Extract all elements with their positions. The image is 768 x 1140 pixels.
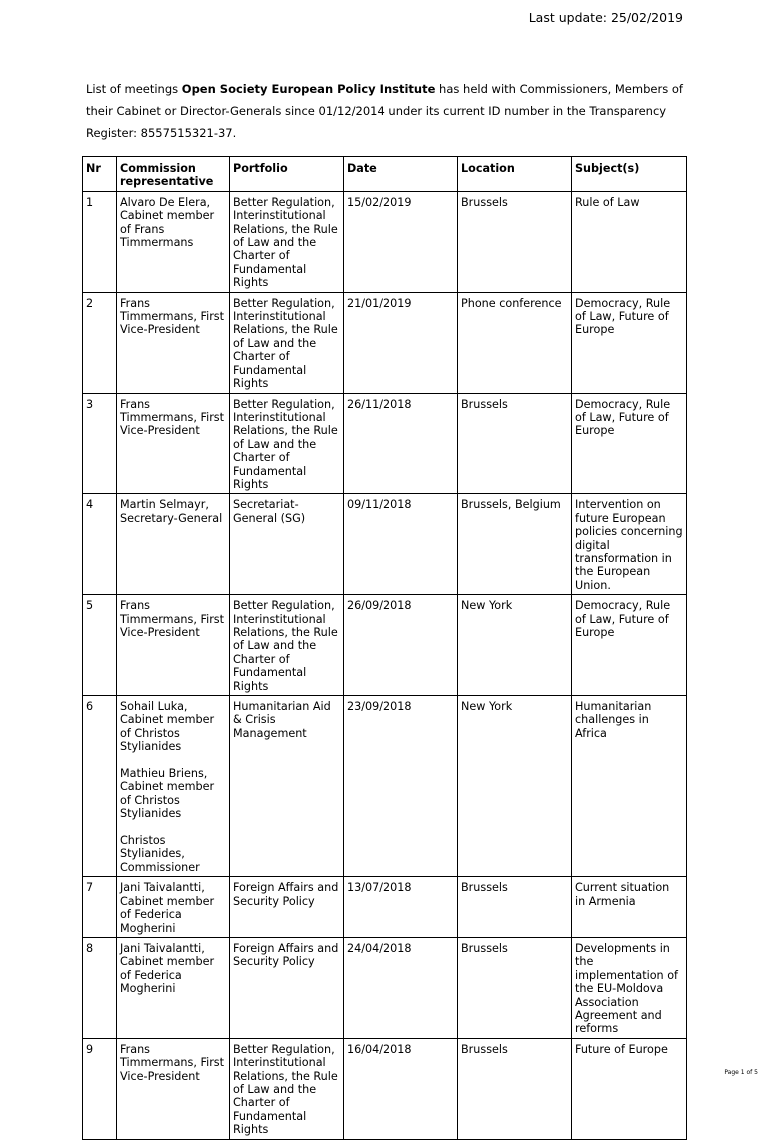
table-row [83,191,687,292]
cell-subjects: Intervention on future European policies concerning digital transformation in the European Union. [572,494,687,595]
representative-name: Frans Timmermans, First Vice-President [120,397,225,438]
representative-name: Frans Timmermans, First Vice-President [120,1042,225,1083]
page-number: Page 1 of 5 [724,1069,758,1076]
representative-name: Frans Timmermans, First Vice-President [120,599,225,639]
table-row [83,696,687,877]
cell-subjects: Democracy, Rule of Law, Future of Europe [572,292,687,393]
cell-subjects: Democracy, Rule of Law, Future of Europe [572,393,687,494]
cell-subjects: Rule of Law [572,191,687,292]
cell-commission-representative [117,292,230,393]
header-nr: Nr [83,157,117,192]
cell-nr: 1 [83,191,117,292]
last-update: Last update: 25/02/2019 [528,10,683,25]
cell-portfolio: Secretariat-General (SG) [230,494,344,595]
representative-name: Sohail Luka, Cabinet member of Christos Stylianides [120,700,215,754]
cell-portfolio: Better Regulation, Interinstitutional Relations, the Rule of Law and the Charter of Fundamental Rights [230,595,344,696]
cell-location: Brussels [458,877,572,938]
cell-location: Brussels [458,191,572,292]
header-location: Location [458,157,572,192]
cell-location: New York [458,595,572,696]
intro-prefix: List of meetings [86,82,182,96]
cell-date: 26/09/2018 [344,595,458,696]
cell-location: Phone conference [458,292,572,393]
cell-location: Brussels [458,937,572,1038]
cell-date: 21/01/2019 [344,292,458,393]
cell-subjects: Democracy, Rule of Law, Future of Europe [572,595,687,696]
cell-commission-representative [117,877,230,938]
cell-subjects: Current situation in Armenia [572,877,687,938]
intro-suffix: has held with Commissioners, Members of their Cabinet or Director-Generals since 01/12/2014 under its current ID number in the Transparency Register: 8557515321-37. [86,82,683,140]
cell-commission-representative [117,696,230,877]
representative-name: Christos Stylianides, Commissioner [120,834,200,874]
table-row [83,292,687,393]
representative-name: Frans Timmermans, First Vice-President [120,296,225,337]
cell-nr: 3 [83,393,117,494]
table-row [83,1038,687,1139]
organisation-name: Open Society European Policy Institute [181,82,436,96]
cell-nr: 9 [83,1038,117,1139]
cell-portfolio: Foreign Affairs and Security Policy [230,937,344,1038]
representative-name: Jani Taivalantti, Cabinet member of Federica Mogherini [120,941,215,996]
cell-portfolio: Humanitarian Aid & Crisis Management [230,696,344,877]
table-row [83,595,687,696]
cell-location: Brussels [458,393,572,494]
cell-commission-representative [117,1038,230,1139]
cell-location: Brussels [458,1038,572,1139]
header-subjects: Subject(s) [572,157,687,192]
cell-portfolio: Better Regulation, Interinstitutional Relations, the Rule of Law and the Charter of Fundamental Rights [230,1038,344,1139]
meetings-table [82,156,687,1140]
cell-date: 16/04/2018 [344,1038,458,1139]
cell-date: 13/07/2018 [344,877,458,938]
cell-location: New York [458,696,572,877]
representative-name: Alvaro De Elera, Cabinet member of Frans Timmermans [120,195,215,250]
cell-commission-representative [117,937,230,1038]
cell-commission-representative [117,494,230,595]
intro-paragraph [86,78,686,144]
cell-nr: 8 [83,937,117,1038]
header-date: Date [344,157,458,192]
table-row [83,393,687,494]
cell-portfolio: Better Regulation, Interinstitutional Relations, the Rule of Law and the Charter of Fundamental Rights [230,191,344,292]
cell-nr: 2 [83,292,117,393]
header-commission-representative: Commission representative [117,157,230,192]
table-header-row [83,157,687,192]
cell-date: 24/04/2018 [344,937,458,1038]
representative-name: Jani Taivalantti, Cabinet member of Federica Mogherini [120,881,215,935]
cell-subjects: Developments in the implementation of the EU-Moldova Association Agreement and reforms [572,937,687,1038]
cell-commission-representative [117,393,230,494]
table-body [83,191,687,1139]
cell-commission-representative [117,595,230,696]
cell-date: 23/09/2018 [344,696,458,877]
cell-subjects: Humanitarian challenges in Africa [572,696,687,877]
cell-location: Brussels, Belgium [458,494,572,595]
cell-date: 26/11/2018 [344,393,458,494]
cell-date: 09/11/2018 [344,494,458,595]
cell-nr: 6 [83,696,117,877]
cell-portfolio: Better Regulation, Interinstitutional Relations, the Rule of Law and the Charter of Fundamental Rights [230,393,344,494]
table-row [83,494,687,595]
table-row [83,937,687,1038]
representative-name: Martin Selmayr, Secretary-General [120,498,223,525]
cell-nr: 4 [83,494,117,595]
cell-commission-representative [117,191,230,292]
cell-portfolio: Foreign Affairs and Security Policy [230,877,344,938]
header-portfolio: Portfolio [230,157,344,192]
cell-subjects: Future of Europe [572,1038,687,1139]
cell-nr: 5 [83,595,117,696]
representative-name: Mathieu Briens, Cabinet member of Christos Stylianides [120,767,215,821]
cell-date: 15/02/2019 [344,191,458,292]
table-row [83,877,687,938]
cell-portfolio: Better Regulation, Interinstitutional Relations, the Rule of Law and the Charter of Fundamental Rights [230,292,344,393]
cell-nr: 7 [83,877,117,938]
